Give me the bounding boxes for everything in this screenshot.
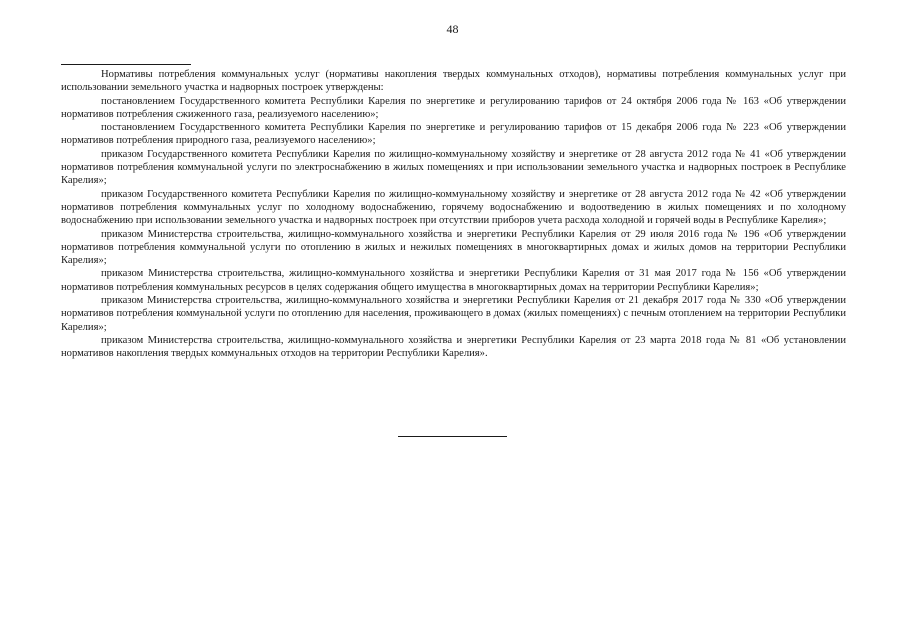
footnote-separator [61,64,191,65]
end-of-text-rule [398,436,507,437]
page-number: 48 [446,22,459,36]
footnote-item: приказом Министерства строительства, жилищно-коммунального хозяйства и энергетики Республики Карелия от 31 мая 2017 года № 156 «Об утверждении нормативов потребления коммунальных ресурсов в целях содержания общего имущества в многоквартирных домах на территории Республики Карелия»; [61,268,846,293]
footnote-item: приказом Министерства строительства, жилищно-коммунального хозяйства и энергетики Республики Карелия от 23 марта 2018 года № 81 «Об установлении нормативов накопления твердых коммунальных отходов на территории Республики Карелия». [61,334,846,360]
footnote-item: постановлением Государственного комитета Республики Карелия по энергетике и регулированию тарифов от 24 октября 2006 года № 163 «Об утверждении нормативов потребления сжиженного газа, реализуемого населению»; [61,95,846,120]
footnote-item: приказом Министерства строительства, жилищно-коммунального хозяйства и энергетики Республики Карелия от 21 декабря 2017 года № 330 «Об утверждении нормативов потребления коммунальной услуги по отоплению для населения, проживающего в домах (жилых помещениях) с печным отоплением на территории Республики Карелия»; [61,295,846,333]
footnote-item: приказом Государственного комитета Республики Карелия по жилищно-коммунальному хозяйству и энергетике от 28 августа 2012 года № 42 «Об утверждении нормативов потребления коммунальных услуг по холодному водоснабжению, горячему водоснабжению и водоотведению в жилых помещениях и по холодному водоснабжению при использовании земельного участка и надворных построек при отсутствии приборов учета расхода холодной и горячей воды в Республике Карелия»; [61,188,846,227]
footnote-item: приказом Государственного комитета Республики Карелия по жилищно-коммунальному хозяйству и энергетике от 28 августа 2012 года № 41 «Об утверждении нормативов потребления коммунальной услуги по электроснабжению в жилых помещениях и при использовании земельного участка и надворных построек в Республике Карелия»; [61,148,846,187]
footnote-intro: Нормативы потребления коммунальных услуг (нормативы накопления твердых коммунальных отходов), нормативы потребления коммунальных услуг при использовании земельного участка и надворных построек утверждены: [61,69,846,94]
footnote-item: постановлением Государственного комитета Республики Карелия по энергетике и регулированию тарифов от 15 декабря 2006 года № 223 «Об утверждении нормативов потребления природного газа, реализуемого населению»; [61,122,846,147]
footnote-item: приказом Министерства строительства, жилищно-коммунального хозяйства и энергетики Республики Карелия от 29 июля 2016 года № 196 «Об утверждении нормативов потребления коммунальной услуги по отоплению в жилых и нежилых помещениях в многоквартирных домах и жилых домов на территории Республики Карелия»; [61,228,846,267]
footnote-block [61,68,846,361]
